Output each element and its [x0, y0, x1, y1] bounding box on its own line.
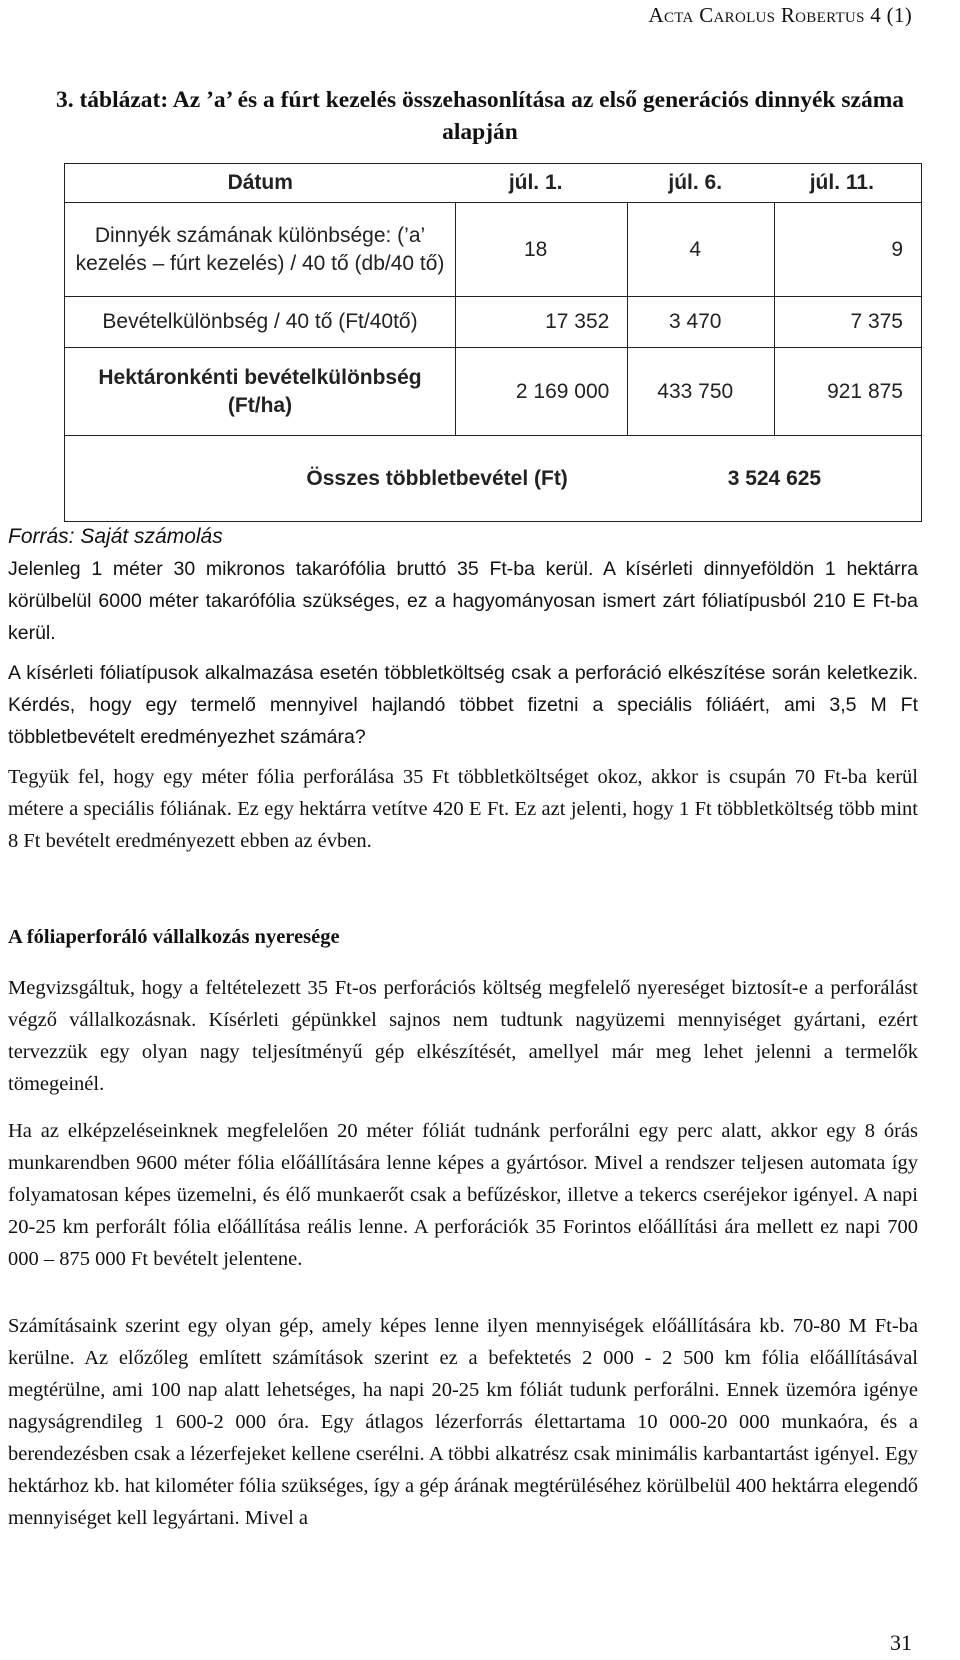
row-value: 3 470: [628, 297, 775, 348]
paragraph-4: Megvizsgáltuk, hogy a feltételezett 35 Ft-os perforációs költség megfelelő nyereséget biztosít-e a perforálást végző vállalkozásnak. Kísérleti gépünkkel sajnos nem tudtunk nagyüzemi mennyiséget gyártani, ezért tervezzük egy olyan nagy teljesítményű gép elkészítését, amellyel már meg lehet jelenni a termelők tömegeinél.: [8, 977, 918, 1095]
paragraph-1: Jelenleg 1 méter 30 mikronos takarófólia bruttó 35 Ft-ba kerül. A kísérleti dinnyeföldön 1 hektárra körülbelül 6000 méter takarófólia szükséges, ez a hagyományosan ismert zárt fóliatípusból 210 E Ft-ba kerül.: [8, 558, 918, 644]
row-value: 921 875: [775, 348, 922, 436]
header-label: Dátum: [65, 164, 456, 203]
row-label: Bevételkülönbség / 40 tő (Ft/40tő): [65, 297, 456, 348]
row-label: Hektáronkénti bevételkülönbség (Ft/ha): [65, 348, 456, 436]
paragraph-6: Számításaink szerint egy olyan gép, amely képes lenne ilyen mennyiségek előállítására kb. 70-80 M Ft-ba kerülne. Az előzőleg említett számítások szerint ez a befektetés 2 000 - 2 500 km fólia előállításával megtérülne, ami 100 nap alatt lehetséges, ha napi 20-25 km fóliát tudunk perforálni. Ennek üzemóra igénye nagyságrendileg 1 600-2 000 óra. Egy átlagos lézerforrás élettartama 10 000-20 000 munkaóra, és a berendezésben csak a lézerfejeket kellene cserélni. A többi alkatrész csak minimális karbantartást igényel. Egy hektárhoz kb. hat kilométer fólia szükséges, így a gép árának megtérüléséhez körülbelül 400 hektárra elegendő mennyiséget kell legyártani. Mivel a: [8, 1315, 918, 1529]
paragraph-5: Ha az elképzeléseinknek megfelelően 20 méter fóliát tudnánk perforálni egy perc alatt, akkor egy 8 órás munkarendben 9600 méter fólia előállítására lenne képes a gyártósor. Mivel a rendszer teljesen automata így folyamatosan képes üzemelni, és élő munkaerőt csak a befűzéskor, illetve a tekercs cseréjekor igényel. A napi 20-25 km perforált fólia előállítása reális lenne. A perforációk 35 Forintos előállítási ára mellett ez napi 700 000 – 875 000 Ft bevételt jelentene.: [8, 1120, 918, 1270]
header-col-2: júl. 6.: [628, 164, 775, 203]
row-label: Dinnyék számának különbsége: (’a’ kezelés – fúrt kezelés) / 40 tő (db/40 tő): [65, 203, 456, 297]
table-source: Forrás: Saját számolás: [8, 525, 223, 548]
row-value: 2 169 000: [456, 348, 628, 436]
header-col-1: júl. 1.: [456, 164, 628, 203]
summary-value: 3 524 625: [628, 436, 922, 522]
table-caption: 3. táblázat: Az ’a’ és a fúrt kezelés összehasonlítása az első generációs dinnyék száma alapján: [55, 87, 905, 145]
paragraph-3: Tegyük fel, hogy egy méter fólia perforálása 35 Ft többletköltséget okoz, akkor is csupán 70 Ft-ba kerül métere a speciális fóliának. Ez egy hektárra vetítve 420 E Ft. Ez azt jelenti, hogy 1 Ft többletköltség több mint 8 Ft bevételt eredményezett ebben az évben.: [8, 766, 918, 852]
table-row: [65, 348, 922, 436]
table-row: [65, 297, 922, 348]
row-value: 4: [628, 203, 775, 297]
row-value: 18: [456, 203, 628, 297]
table-header-row: [65, 164, 922, 203]
row-value: 9: [775, 203, 922, 297]
summary-label: Összes többletbevétel (Ft): [65, 436, 628, 522]
header-col-3: júl. 11.: [775, 164, 922, 203]
journal-header: Acta Carolus Robertus 4 (1): [648, 3, 912, 27]
row-value: 433 750: [628, 348, 775, 436]
table-row: [65, 203, 922, 297]
paragraph-2: A kísérleti fóliatípusok alkalmazása esetén többletköltség csak a perforáció elkészítése során keletkezik. Kérdés, hogy egy termelő mennyivel hajlandó többet fizetni a speciális fóliáért, ami 3,5 M Ft többletbevételt eredményezhet számára?: [8, 662, 918, 748]
row-value: 17 352: [456, 297, 628, 348]
table-summary-row: [65, 436, 922, 522]
row-value: 7 375: [775, 297, 922, 348]
section-heading: A fóliaperforáló vállalkozás nyeresége: [8, 926, 340, 948]
comparison-table: [64, 163, 922, 522]
page-number: 31: [890, 1630, 912, 1655]
